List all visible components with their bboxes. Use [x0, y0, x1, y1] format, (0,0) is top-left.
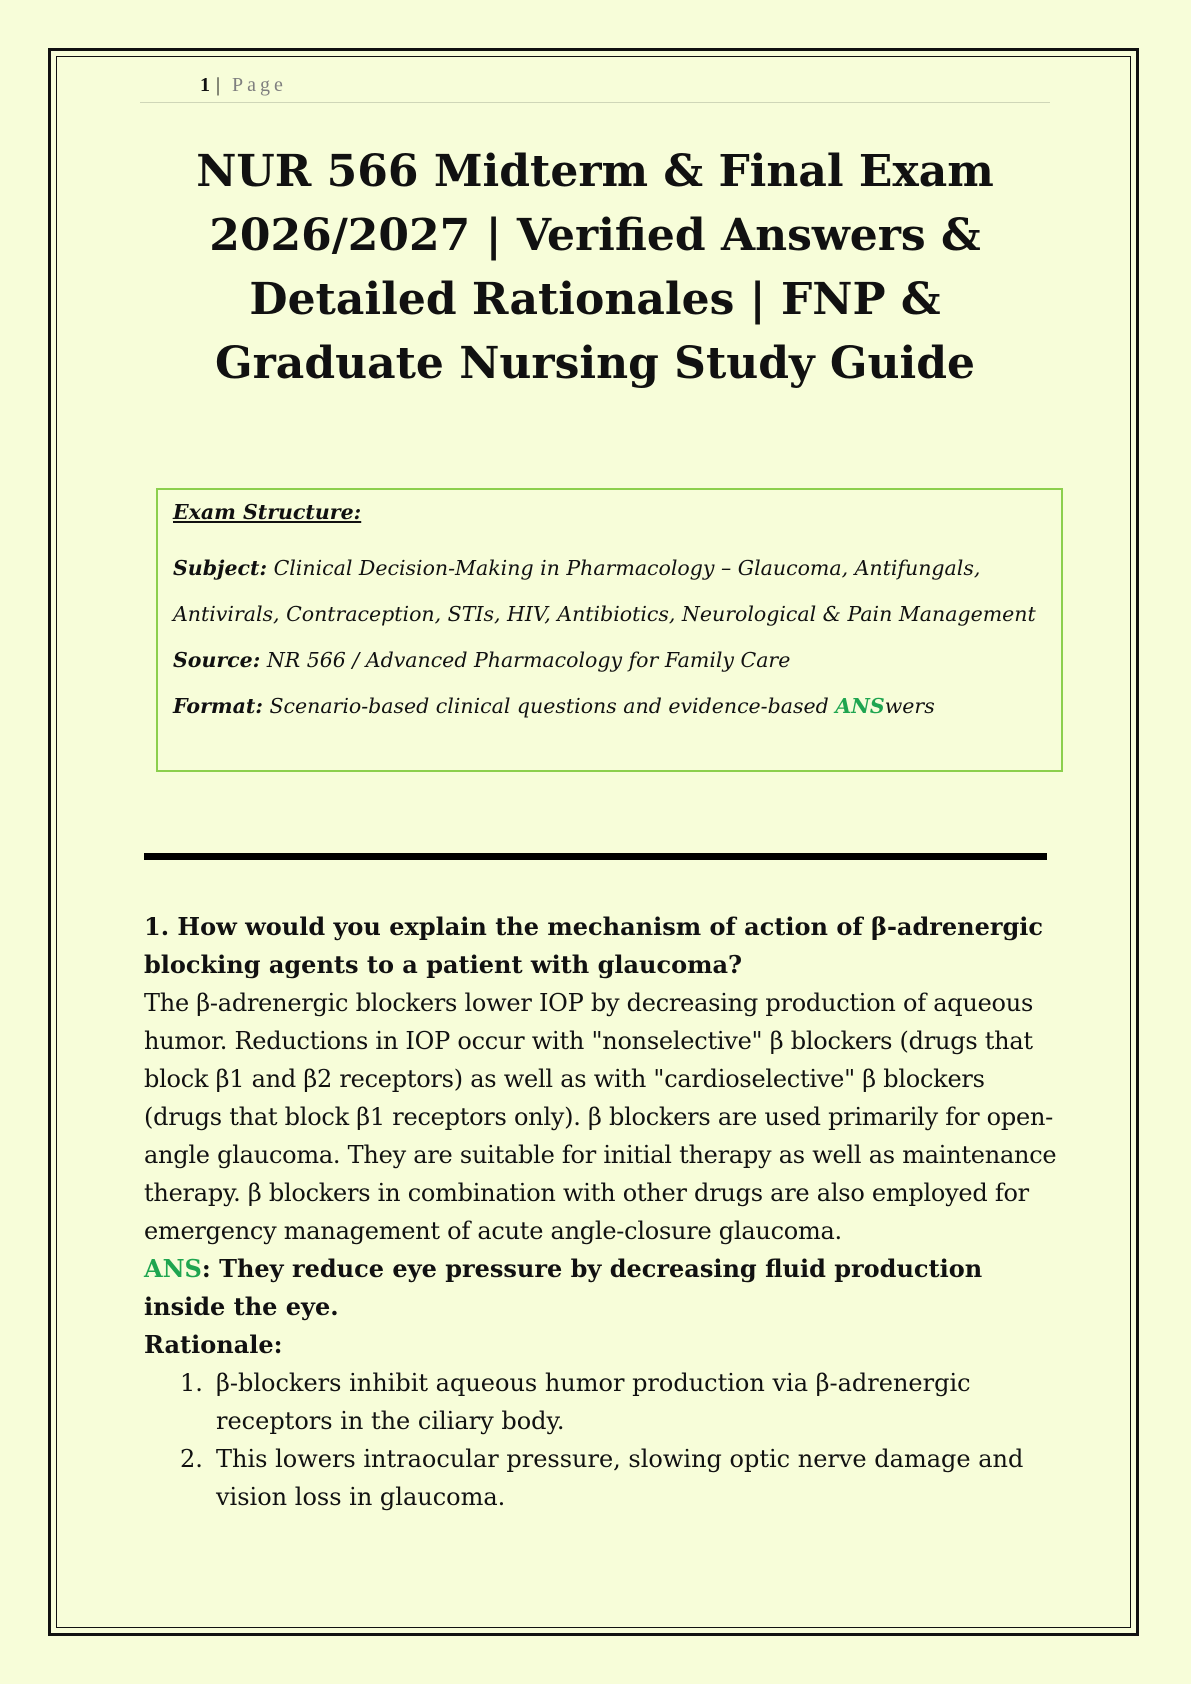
subject-value-1: Clinical Decision-Making in Pharmacology – Glaucoma, Antifungals,	[273, 556, 981, 580]
page-header	[140, 72, 1050, 103]
page-number: 1	[200, 74, 210, 96]
list-item	[144, 1440, 1064, 1516]
list-item-text: β-blockers inhibit aqueous humor production via β-adrenergic receptors in the ciliary body.	[216, 1369, 971, 1435]
question-1	[144, 908, 1064, 1516]
question-body: The β-adrenergic blockers lower IOP by decreasing production of aqueous humor. Reductions in IOP occur with "nonselective" β blockers (drugs that block β1 and β2 receptors) as well as with "cardioselective" β blockers (drugs that block β1 receptors only). β blockers are used primarily for open-angle glaucoma. They are suitable for initial therapy as well as maintenance therapy. β blockers in combination with other drugs are also employed for emergency management of acute angle-closure glaucoma.	[144, 989, 1057, 1245]
section-divider	[144, 853, 1047, 860]
subject-value-2: Antivirals, Contraception, STIs, HIV, Antibiotics, Neurological & Pain Management	[173, 602, 1036, 626]
list-item-text: This lowers intraocular pressure, slowing optic nerve damage and vision loss in glaucoma.	[216, 1445, 1024, 1511]
format-tail: wers	[884, 694, 935, 718]
exam-structure-heading: Exam Structure:	[173, 500, 362, 524]
answer-label: ANS	[144, 1254, 202, 1283]
rationale-list	[144, 1364, 1064, 1516]
format-label: Format:	[173, 694, 263, 718]
exam-structure-box	[156, 488, 1063, 772]
subject-label: Subject:	[173, 556, 268, 580]
list-item-number: 1.	[180, 1369, 203, 1397]
document-title: NUR 566 Midterm & Final Exam 2026/2027 | Verified Answers & Detailed Rationales | FNP & Graduate Nursing Study Guide	[196, 146, 994, 389]
answer-line	[144, 1250, 1064, 1326]
list-item	[144, 1364, 1064, 1440]
page-separator: |	[216, 74, 221, 96]
format-value: Scenario-based clinical questions and evidence-based	[269, 694, 829, 718]
list-item-number: 2.	[180, 1445, 203, 1473]
source-line	[173, 648, 790, 672]
source-value: NR 566 / Advanced Pharmacology for Family Care	[266, 648, 791, 672]
subject-line-1	[173, 556, 980, 580]
rationale-title: Rationale:	[144, 1330, 283, 1359]
format-line	[173, 694, 935, 718]
format-ans: ANS	[835, 694, 885, 718]
source-label: Source:	[173, 648, 261, 672]
question-title: 1. How would you explain the mechanism of action of β-adrenergic blocking agents to a patient with glaucoma?	[144, 912, 1044, 979]
answer-text: : They reduce eye pressure by decreasing fluid production inside the eye.	[144, 1254, 983, 1321]
page-label: Page	[232, 74, 287, 96]
